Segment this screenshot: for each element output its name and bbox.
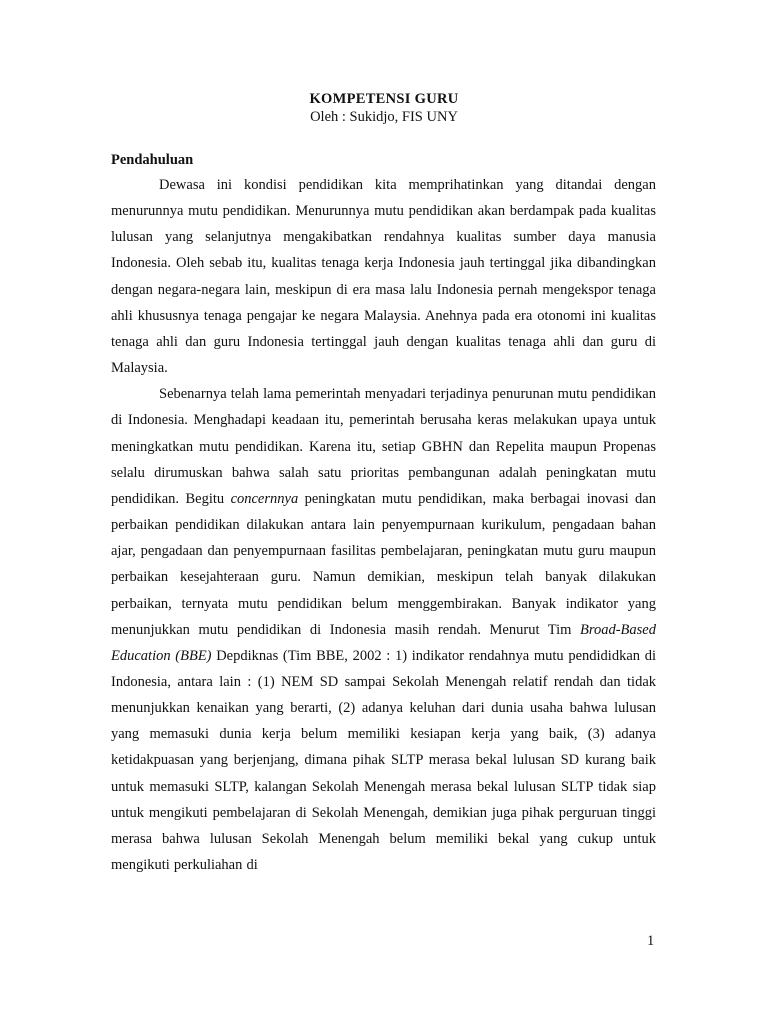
italic-term-bbe: Broad-Based Education (BBE) <box>111 621 656 664</box>
paragraph-2-part-2: peningkatan mutu pendidikan, maka berbagai inovasi dan perbaikan pendidikan dilakukan antara lain penyempurnaan kurikulum, pengadaan bahan ajar, pengadaan dan penyempurnaan fasilitas pembelajaran, peningkatan mutu guru maupun perbaikan kesejahteraan guru. Namun demikian, meskipun telah banyak dilakukan perbaikan, ternyata mutu pendidikan belum menggembirakan. Banyak indikator yang menunjukkan mutu pendidikan di Indonesia masih rendah. Menurut Tim <box>111 490 656 638</box>
paragraph-2 <box>111 381 656 878</box>
body-text <box>111 172 656 878</box>
page-number: 1 <box>647 933 655 949</box>
paragraph-2-part-1: Sebenarnya telah lama pemerintah menyadari terjadinya penurunan mutu pendidikan di Indonesia. Menghadapi keadaan itu, pemerintah berusaha keras melakukan upaya untuk meningkatkan mutu pendidikan. Karena itu, setiap GBHN dan Repelita maupun Propenas selalu dirumuskan bahwa salah satu prioritas pembangunan adalah peningkatan mutu pendidikan. Begitu <box>111 386 656 507</box>
document-title: KOMPETENSI GURU <box>309 91 459 107</box>
italic-term-concernnya: concernnya <box>230 490 299 507</box>
section-heading: Pendahuluan <box>111 152 194 168</box>
title-block <box>0 90 768 126</box>
document-author: Oleh : Sukidjo, FIS UNY <box>310 109 458 125</box>
paragraph-2-part-3: Depdiknas (Tim BBE, 2002 : 1) indikator rendahnya mutu pendididkan di Indonesia, antara lain : (1) NEM SD sampai Sekolah Menengah relatif rendah dan tidak menunjukkan kenaikan yang berarti, (2) adanya keluhan dari dunia usaha bahwa lulusan yang memasuki dunia kerja belum memiliki kesiapan kerja yang baik, (3) adanya ketidakpuasan yang berjenjang, dimana pihak SLTP merasa bekal lulusan SD kurang baik untuk memasuki SLTP, kalangan Sekolah Menengah merasa bekal lulusan SLTP tidak siap untuk mengikuti pembelajaran di Sekolah Menengah, demikian juga pihak perguruan tinggi merasa bahwa lulusan Sekolah Menengah belum memiliki bekal yang cukup untuk mengikuti perkuliahan di <box>111 647 656 874</box>
paragraph-1: Dewasa ini kondisi pendidikan kita memprihatinkan yang ditandai dengan menurunnya mutu pendidikan. Menurunnya mutu pendidikan akan berdampak pada kualitas lulusan yang selanjutnya mengakibatkan rendahnya kualitas sumber daya manusia Indonesia. Oleh sebab itu, kualitas tenaga kerja Indonesia jauh tertinggal jika dibandingkan dengan negara-negara lain, meskipun di era masa lalu Indonesia pernah mengekspor tenaga ahli khususnya tenaga pengajar ke negara Malaysia. Anehnya pada era otonomi ini kualitas tenaga ahli dan guru Indonesia tertinggal jauh dengan kualitas tenaga ahli dan guru di Malaysia. <box>111 177 656 377</box>
